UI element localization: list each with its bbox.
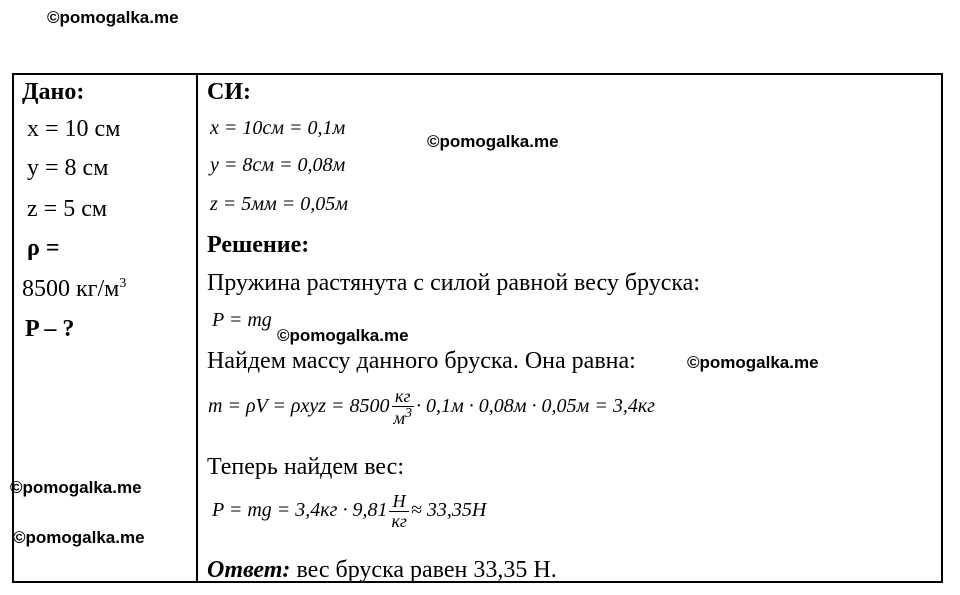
si-x: x = 10см = 0,1м [210,117,346,139]
answer-label: Ответ: [207,557,291,583]
answer-text: вес бруска равен 33,35 Н. [296,557,557,583]
solution-line2: Найдем массу данного бруска. Она равна: [207,348,636,374]
given-rho: ρ = [27,235,60,261]
watermark-si: ©pomogalka.me [427,132,559,151]
given-rho-value: 8500 $кг/м^3$ [22,276,127,302]
watermark-left-2: ©pomogalka.me [13,528,145,547]
solution-title: Решение: [207,232,310,258]
given-y: y = 8 см [27,155,109,181]
given-x: x = 10 см [27,116,121,142]
watermark-mass: ©pomogalka.me [687,353,819,372]
column-divider [196,73,198,583]
formula-mass: m = ρV = ρxyz = 8500 $\frac{кг}{м^3}$ · 0,1м · 0,08м · 0,05м = 3,4кг [208,386,655,428]
formula-weight: P = mg = 3,4кг · 9,81 $\frac{Н}{кг}$ ≈ 33,35Н [212,491,487,531]
si-y: y = 8см = 0,08м [210,154,346,176]
given-find: P – ? [25,316,75,342]
solution-line3: Теперь найдем вес: [207,454,404,480]
watermark-left-1: ©pomogalka.me [10,478,142,497]
si-title: СИ: [207,79,251,105]
given-title: Дано: [22,79,85,105]
watermark-top: ©pomogalka.me [47,8,179,27]
si-z: z = 5мм = 0,05м [210,193,349,215]
formula-weight-def: P = mg [212,309,272,331]
answer-line [207,557,557,584]
watermark-formula: ©pomogalka.me [277,326,409,345]
fraction-density-unit: $\frac{кг}{м^3}$ [393,386,413,428]
given-z: z = 5 см [27,196,108,222]
fraction-newton-per-kg: $\frac{Н}{кг}$ [391,491,407,531]
solution-line1: Пружина растянута с силой равной весу бруска: [207,270,700,296]
